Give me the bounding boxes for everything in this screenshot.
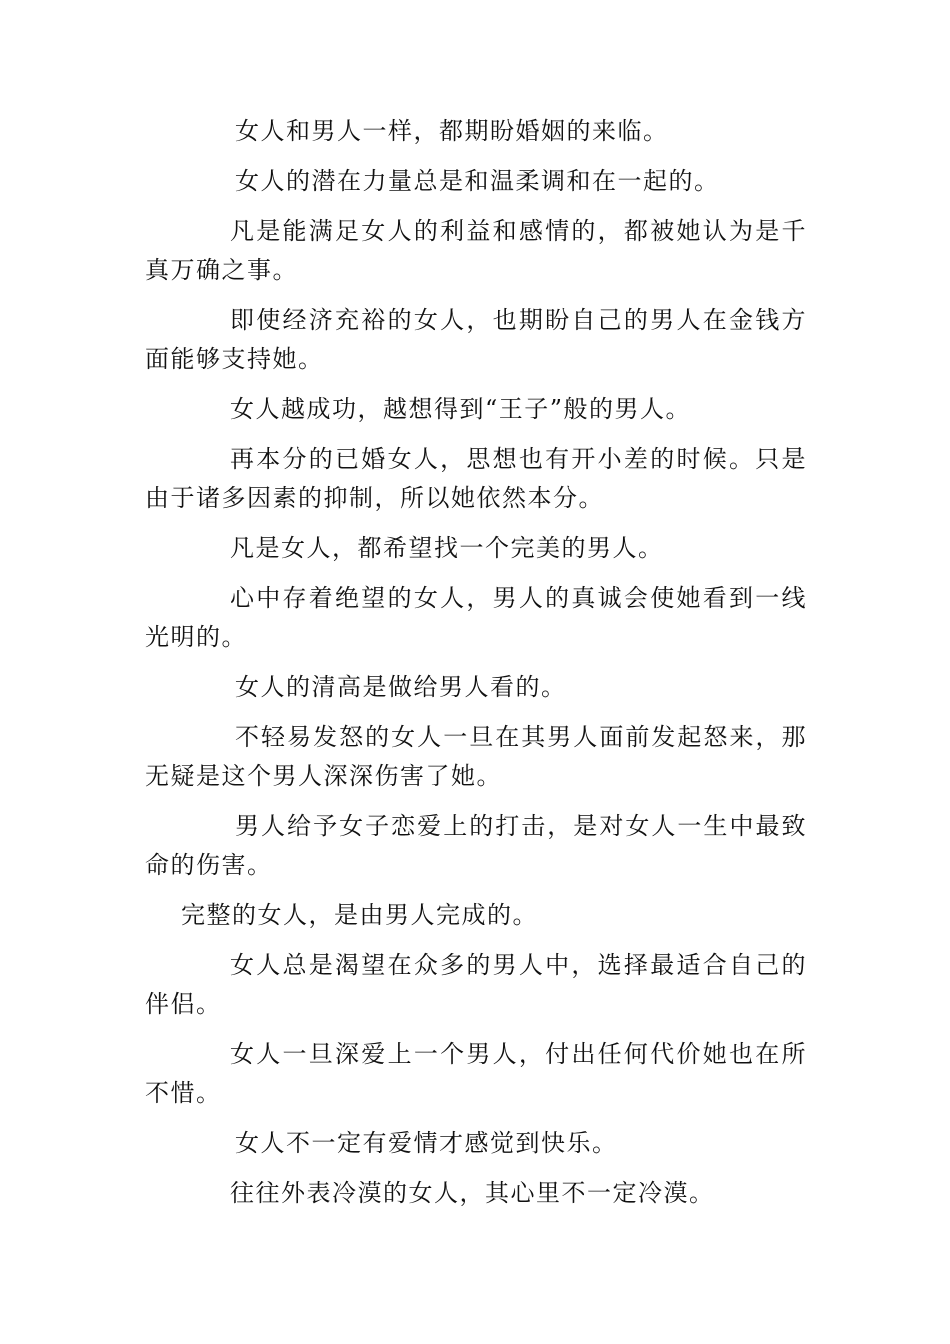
paragraph: 女人总是渴望在众多的男人中，选择最适合自己的伴侣。 (145, 951, 807, 1018)
paragraph: 女人的清高是做给男人看的。 (235, 673, 567, 701)
paragraph: 不轻易发怒的女人一旦在其男人面前发起怒来，那无疑是这个男人深深伤害了她。 (145, 723, 807, 790)
paragraph: 女人的潜在力量总是和温柔调和在一起的。 (235, 167, 720, 195)
paragraph: 心中存着绝望的女人，男人的真诚会使她看到一线光明的。 (145, 584, 807, 651)
paragraph: 往往外表冷漠的女人，其心里不一定冷漠。 (230, 1179, 715, 1207)
paragraph: 男人给予女子恋爱上的打击，是对女人一生中最致命的伤害。 (145, 812, 807, 879)
paragraph: 女人越成功，越想得到“王子”般的男人。 (230, 395, 692, 423)
paragraph: 再本分的已婚女人，思想也有开小差的时候。只是由于诸多因素的抑制，所以她依然本分。 (145, 445, 807, 512)
paragraph: 女人不一定有爱情才感觉到快乐。 (235, 1129, 618, 1157)
paragraph: 凡是能满足女人的利益和感情的，都被她认为是千真万确之事。 (145, 217, 807, 284)
paragraph: 女人一旦深爱上一个男人，付出任何代价她也在所不惜。 (145, 1040, 807, 1107)
paragraph: 凡是女人，都希望找一个完美的男人。 (230, 534, 664, 562)
paragraph: 完整的女人，是由男人完成的。 (181, 901, 538, 929)
document-body (145, 112, 807, 1224)
paragraph: 女人和男人一样，都期盼婚姻的来临。 (235, 117, 669, 145)
paragraph: 即使经济充裕的女人，也期盼自己的男人在金钱方面能够支持她。 (145, 306, 807, 373)
